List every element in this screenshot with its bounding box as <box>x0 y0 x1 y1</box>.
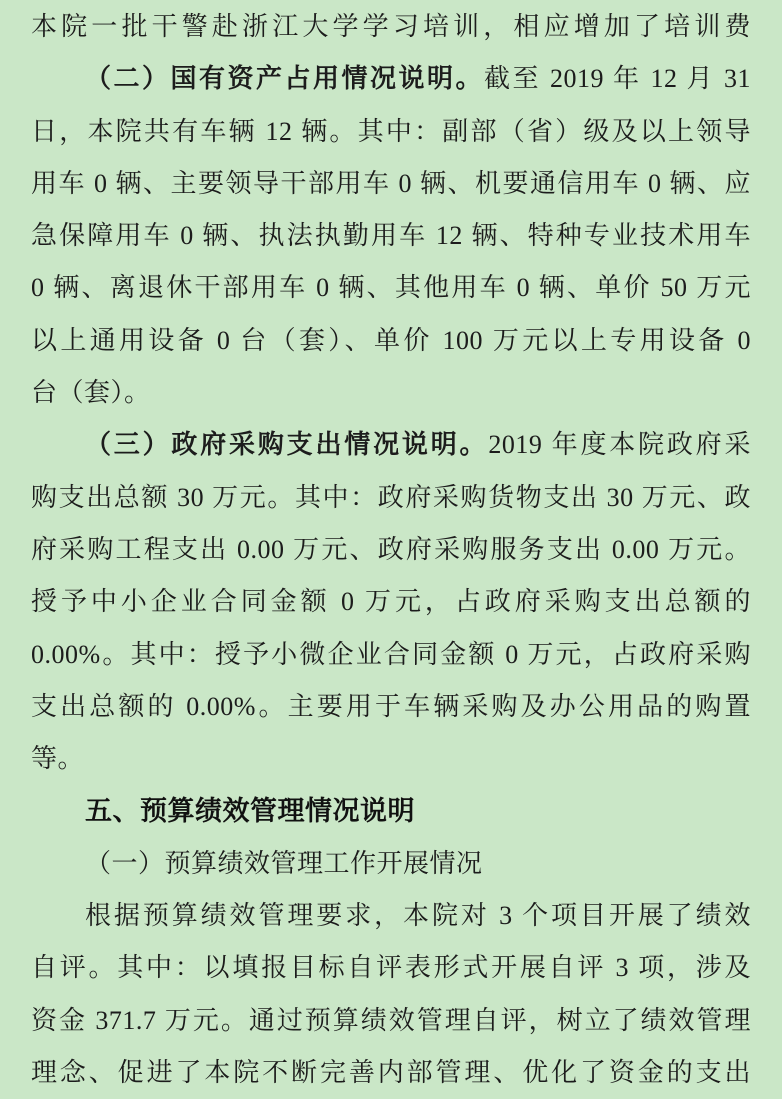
emphasis-text: （三）政府采购支出情况说明。 <box>85 430 489 460</box>
document-line <box>31 1 751 53</box>
document-line <box>31 629 751 681</box>
text-segment: 授予中小企业合同金额 0 万元，占政府采购支出总额的 <box>31 587 751 617</box>
document-line <box>31 524 751 576</box>
text-segment: （一）预算绩效管理工作开展情况 <box>85 848 483 878</box>
emphasis-text: 五、预算绩效管理情况说明 <box>85 796 415 827</box>
text-segment: 根据预算绩效管理要求，本院对 3 个项目开展了绩效 <box>85 901 751 931</box>
document-line <box>31 890 751 942</box>
document-line <box>31 210 751 262</box>
text-segment: 0 辆、离退休干部用车 0 辆、其他用车 0 辆、单价 50 万元 <box>31 273 751 303</box>
text-segment: 用车 0 辆、主要领导干部用车 0 辆、机要通信用车 0 辆、应 <box>31 168 751 198</box>
text-segment: 本院一批干警赴浙江大学学习培训，相应增加了培训费 <box>31 12 751 41</box>
document-line <box>31 838 751 890</box>
document-line <box>31 262 751 314</box>
document-line <box>31 1047 751 1099</box>
text-segment: 截至 2019 年 12 月 31 <box>483 64 751 94</box>
text-segment: 台（套）。 <box>31 378 151 408</box>
document-line <box>31 733 751 785</box>
document-line <box>31 995 751 1047</box>
section-heading <box>31 785 751 837</box>
text-segment: 自评。其中：以填报目标自评表形式开展自评 3 项，涉及 <box>31 953 751 983</box>
emphasis-text: （二）国有资产占用情况说明。 <box>85 64 484 94</box>
text-segment: 理念、促进了本院不断完善内部管理、优化了资金的支出 <box>31 1057 751 1087</box>
document-line <box>31 472 751 524</box>
text-segment: 0.00%。其中：授予小微企业合同金额 0 万元，占政府采购 <box>31 639 751 669</box>
document-line <box>31 158 751 210</box>
text-segment: 2019 年度本院政府采 <box>488 430 751 460</box>
text-segment: 府采购工程支出 0.00 万元、政府采购服务支出 0.00 万元。 <box>31 534 751 564</box>
document-line <box>31 419 751 471</box>
text-segment: 资金 371.7 万元。通过预算绩效管理自评，树立了绩效管理 <box>31 1005 751 1035</box>
text-segment: 支出总额的 0.00%。主要用于车辆采购及办公用品的购置 <box>31 691 751 721</box>
text-segment: 购支出总额 30 万元。其中：政府采购货物支出 30 万元、政 <box>31 482 751 512</box>
document-line <box>31 367 751 419</box>
text-segment: 急保障用车 0 辆、执法执勤用车 12 辆、特种专业技术用车 <box>31 221 751 251</box>
text-segment: 等。 <box>31 744 85 774</box>
document-line <box>31 106 751 158</box>
document-line <box>31 315 751 367</box>
document-line <box>31 53 751 105</box>
document-line <box>31 576 751 628</box>
document-line <box>31 942 751 994</box>
text-segment: 以上通用设备 0 台（套）、单价 100 万元以上专用设备 0 <box>31 325 751 355</box>
document-line <box>31 681 751 733</box>
text-segment: 日，本院共有车辆 12 辆。其中：副部（省）级及以上领导 <box>31 116 751 146</box>
